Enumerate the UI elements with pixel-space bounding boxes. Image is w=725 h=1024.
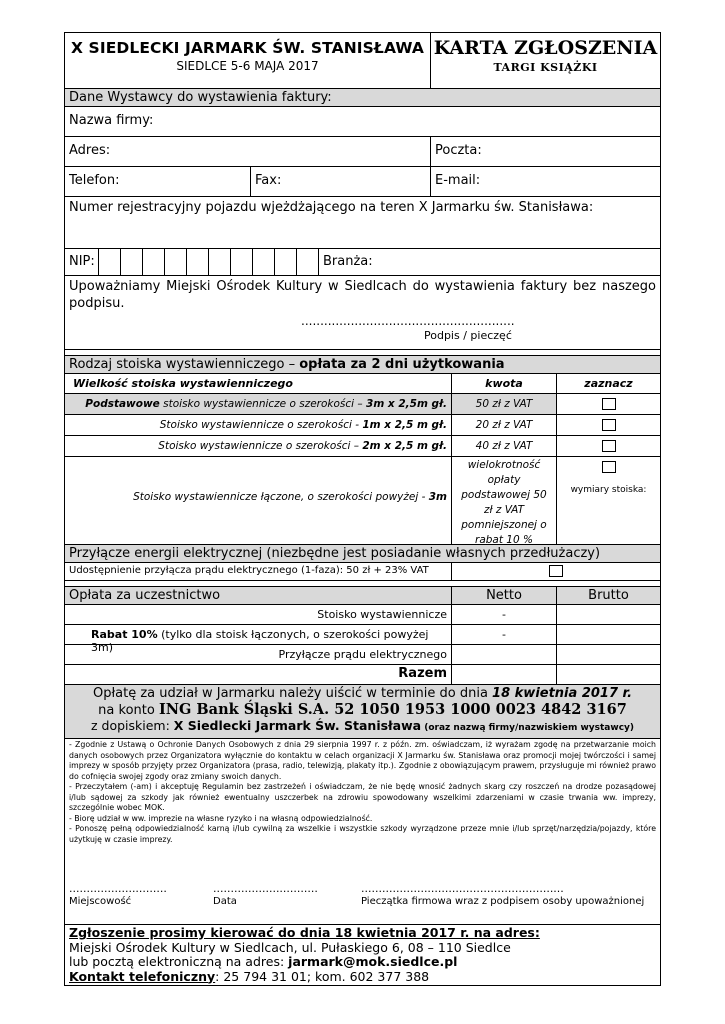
stand-column-headers — [65, 374, 660, 394]
place-label: Miejscowość — [69, 896, 132, 907]
power-row — [65, 563, 660, 581]
signature-dots: ........................................................ — [301, 314, 515, 328]
fees-total-net[interactable] — [452, 665, 557, 684]
fees-stand-net: - — [452, 605, 557, 624]
stand-row-1m — [65, 415, 660, 436]
fees-stand-gross[interactable] — [557, 605, 660, 624]
exhibitor-section-title: Dane Wystawcy do wystawienia faktury: — [69, 90, 332, 105]
stand-section-header — [65, 356, 660, 374]
form-header — [65, 33, 660, 89]
vehicle-row — [65, 197, 660, 249]
address-field[interactable] — [65, 137, 431, 166]
stand-title-bold: opłata za 2 dni użytkowania — [299, 357, 505, 372]
fees-row-stand — [65, 605, 660, 625]
fees-section-title: Opłata za uczestnictwo — [65, 587, 452, 604]
authorization-block — [65, 276, 660, 349]
form-subtitle: TARGI KSIĄŻKI — [493, 61, 598, 74]
stand-2m-desc: Stoisko wystawiennicze o szerokości – 2m x 2,5 m gł. — [65, 436, 452, 456]
company-name-row[interactable] — [65, 107, 660, 137]
signature-dots-row — [69, 882, 656, 895]
vehicle-field[interactable] — [65, 197, 660, 248]
nip-label: NIP: — [65, 249, 99, 275]
event-title: X SIEDLECKI JARMARK ŚW. STANISŁAWA — [71, 39, 424, 57]
stand-1m-desc: Stoisko wystawiennicze o szerokości - 1m x 2,5 m gł. — [65, 415, 452, 435]
legal-inner — [65, 739, 660, 924]
fees-stand-label: Stoisko wystawiennicze — [65, 605, 452, 624]
fees-col-net: Netto — [452, 587, 557, 604]
fees-col-gross: Brutto — [588, 588, 629, 603]
stand-section-title — [65, 356, 509, 373]
footer-deadline: Zgłoszenie prosimy kierować do dnia 18 kwietnia 2017 r. na adres: — [69, 925, 540, 940]
stand-1m-amount: 20 zł z VAT — [452, 415, 557, 435]
power-section-header — [65, 545, 660, 563]
fax-label: Fax: — [255, 173, 282, 188]
fees-power-net[interactable] — [452, 645, 557, 664]
nip-digit-box[interactable] — [121, 249, 143, 275]
stand-combined-amount: wielokrotność opłaty podstawowej 50 zł z VAT pomniejszonej o rabat 10 % — [452, 457, 557, 544]
date-label: Data — [213, 896, 237, 907]
fax-field[interactable] — [251, 167, 431, 196]
exhibitor-section-header — [65, 89, 660, 107]
stand-combined-desc: Stoisko wystawiennicze łączone, o szerokości powyżej - 3m — [65, 457, 452, 544]
stand-combined-checkbox[interactable] — [602, 461, 616, 473]
col-size-header: Wielkość stoiska wystawienniczego — [65, 374, 452, 393]
place-dots: ............................ — [69, 882, 167, 895]
legal-block — [65, 739, 660, 925]
post-label: Poczta: — [435, 143, 482, 158]
fees-row-discount — [65, 625, 660, 654]
payment-line-2: na konto ING Bank Śląski S.A. 52 1050 1953 1000 0023 4842 3167 — [98, 701, 627, 718]
nip-digit-box[interactable] — [99, 249, 121, 275]
nip-digit-box[interactable] — [187, 249, 209, 275]
form-title: KARTA ZGŁOSZENIA — [433, 37, 658, 59]
signature-label: Podpis / pieczęć — [424, 329, 512, 342]
power-checkbox-cell — [452, 563, 660, 580]
stand-row-basic — [65, 394, 660, 415]
fees-discount-label: Rabat 10% (tylko dla stoisk łączonych, o szerokości powyżej 3m) — [65, 625, 452, 644]
legal-text: - Zgodnie z Ustawą o Ochronie Danych Osobowych z dnia 29 sierpnia 1997 r. z późn. zm. oświadczam, iż wyrażam zgodę na przetwarzanie moich danych osobowych przez Organizatora wyłącznie do kontaktu w celach organizacji X Jarmarku św. Stanisława oraz promocji mojej twórczości i samej imprezy w sposób przyjęty przez Organizatora (prasa, radio, telewizją, plakaty itp.). Zgodnie z obowiązującym prawem, przysługuje mi również prawo do cofnięcia swojej zgody oraz zmiany swoich danych. - Przeczytałem (-am) i akceptuję Regulamin bez zastrzeżeń i oświadczam, że nie będę wnosić żadnych skarg czy roszczeń na drodze pozasądowej i/lub sądowej za szkody jak również ewentualny uszczerbek na zdrowiu spowodowany wszelkimi zdarzeniami w czasie trwania ww. imprezy, szczególnie wobec MOK. - Biorę udział w ww. imprezie na własne ryzyko i na własną odpowiedzialność. - Ponoszę pełną odpowiedzialność karną i/lub cywilną za wszelkie i wszystkie szkody wyrządzone przeze mnie i/lub sprzęt/narzędzia/pojazdy, które użytkuję w czasie imprezy. — [69, 740, 656, 844]
registration-form — [64, 32, 661, 986]
stand-2m-checkbox[interactable] — [602, 440, 616, 452]
submission-footer — [65, 925, 660, 985]
stand-1m-checkbox[interactable] — [602, 419, 616, 431]
stand-2m-checkbox-cell — [557, 436, 660, 456]
nip-digit-box[interactable] — [209, 249, 231, 275]
nip-digit-box[interactable] — [253, 249, 275, 275]
authorization-row — [65, 276, 660, 350]
col-check-header: zaznacz — [584, 377, 633, 390]
power-desc: Udostępnienie przyłącza prądu elektrycznego (1-faza): 50 zł + 23% VAT — [65, 563, 452, 580]
fees-row-total — [65, 665, 660, 685]
fees-discount-gross[interactable] — [557, 625, 660, 644]
address-label: Adres: — [69, 143, 111, 158]
company-name-label: Nazwa firmy: — [69, 113, 154, 128]
fees-row-power — [65, 645, 660, 665]
fees-total-label: Razem — [65, 665, 452, 684]
power-checkbox[interactable] — [549, 565, 563, 577]
fees-header-row — [65, 587, 660, 605]
email-field[interactable] — [431, 167, 660, 196]
stand-2m-amount: 40 zł z VAT — [452, 436, 557, 456]
nip-digit-box[interactable] — [275, 249, 297, 275]
stand-basic-checkbox-cell — [557, 394, 660, 414]
fees-power-gross[interactable] — [557, 645, 660, 664]
authorization-text: Upoważniamy Miejski Ośrodek Kultury w Siedlcach do wystawienia faktury bez naszego podpisu. — [69, 279, 656, 311]
fees-discount-net: - — [452, 625, 557, 644]
nip-row — [65, 249, 660, 276]
phone-label: Telefon: — [69, 173, 120, 188]
stand-basic-checkbox[interactable] — [602, 398, 616, 410]
footer-inner — [65, 925, 660, 985]
payment-line-1: Opłatę za udział w Jarmarku należy uiścić w terminie do dnia 18 kwietnia 2017 r. — [92, 686, 633, 701]
stand-combined-checkbox-cell — [557, 457, 660, 544]
stamp-dots: .......................................................... — [361, 882, 564, 895]
footer-email-link[interactable]: jarmark@mok.siedlce.pl — [288, 954, 458, 969]
stand-basic-desc: Podstawowe stoisko wystawiennicze o szerokości – 3m x 2,5m gł. — [65, 394, 452, 414]
company-name-field[interactable] — [65, 107, 660, 136]
fees-total-gross[interactable] — [557, 665, 660, 684]
footer-address: Miejski Ośrodek Kultury w Siedlcach, ul. Pułaskiego 6, 08 – 110 Siedlce — [69, 939, 511, 955]
stand-dimensions-label: wymiary stoiska: — [570, 485, 647, 495]
nip-digit-box[interactable] — [165, 249, 187, 275]
form-title-block — [431, 33, 660, 88]
footer-email-line: lub pocztą elektroniczną na adres: jarmark@mok.siedlce.pl — [69, 954, 458, 969]
branch-label: Branża: — [323, 254, 373, 269]
power-section-title: Przyłącze energii elektrycznej (niezbędne jest posiadanie własnych przedłużaczy) — [69, 546, 601, 561]
event-title-block — [65, 33, 431, 88]
vehicle-label: Numer rejestracyjny pojazdu wjeżdżającego na teren X Jarmarku św. Stanisława: — [69, 200, 594, 215]
stand-row-combined — [65, 457, 660, 545]
payment-text — [65, 685, 660, 738]
nip-digit-box[interactable] — [297, 249, 319, 275]
address-row — [65, 137, 660, 167]
nip-digit-box[interactable] — [143, 249, 165, 275]
email-label: E-mail: — [435, 173, 481, 188]
footer-contact: Kontakt telefoniczny: 25 794 31 01; kom. 602 377 388 — [69, 968, 430, 984]
stand-title-part: Rodzaj stoiska wystawienniczego – — [69, 357, 300, 372]
phone-field[interactable] — [65, 167, 251, 196]
payment-line-3: z dopiskiem: X Siedlecki Jarmark Św. Stanisława (oraz nazwą firmy/nazwiskiem wystawcy) — [90, 718, 635, 733]
stamp-label: Pieczątka firmowa wraz z podpisem osoby upoważnionej — [361, 896, 645, 907]
date-dots: .............................. — [213, 882, 318, 895]
stand-basic-amount: 50 zł z VAT — [452, 394, 557, 414]
signature-labels-row — [69, 896, 656, 907]
post-field[interactable] — [431, 137, 660, 166]
nip-digit-box[interactable] — [231, 249, 253, 275]
col-amount-header: kwota — [452, 374, 557, 393]
stand-1m-checkbox-cell — [557, 415, 660, 435]
contact-row — [65, 167, 660, 197]
event-subtitle: SIEDLCE 5-6 MAJA 2017 — [176, 59, 319, 73]
stand-row-2m — [65, 436, 660, 457]
payment-block — [65, 685, 660, 739]
fees-power-label: Przyłącze prądu elektrycznego — [65, 645, 452, 664]
branch-field[interactable] — [319, 249, 660, 275]
